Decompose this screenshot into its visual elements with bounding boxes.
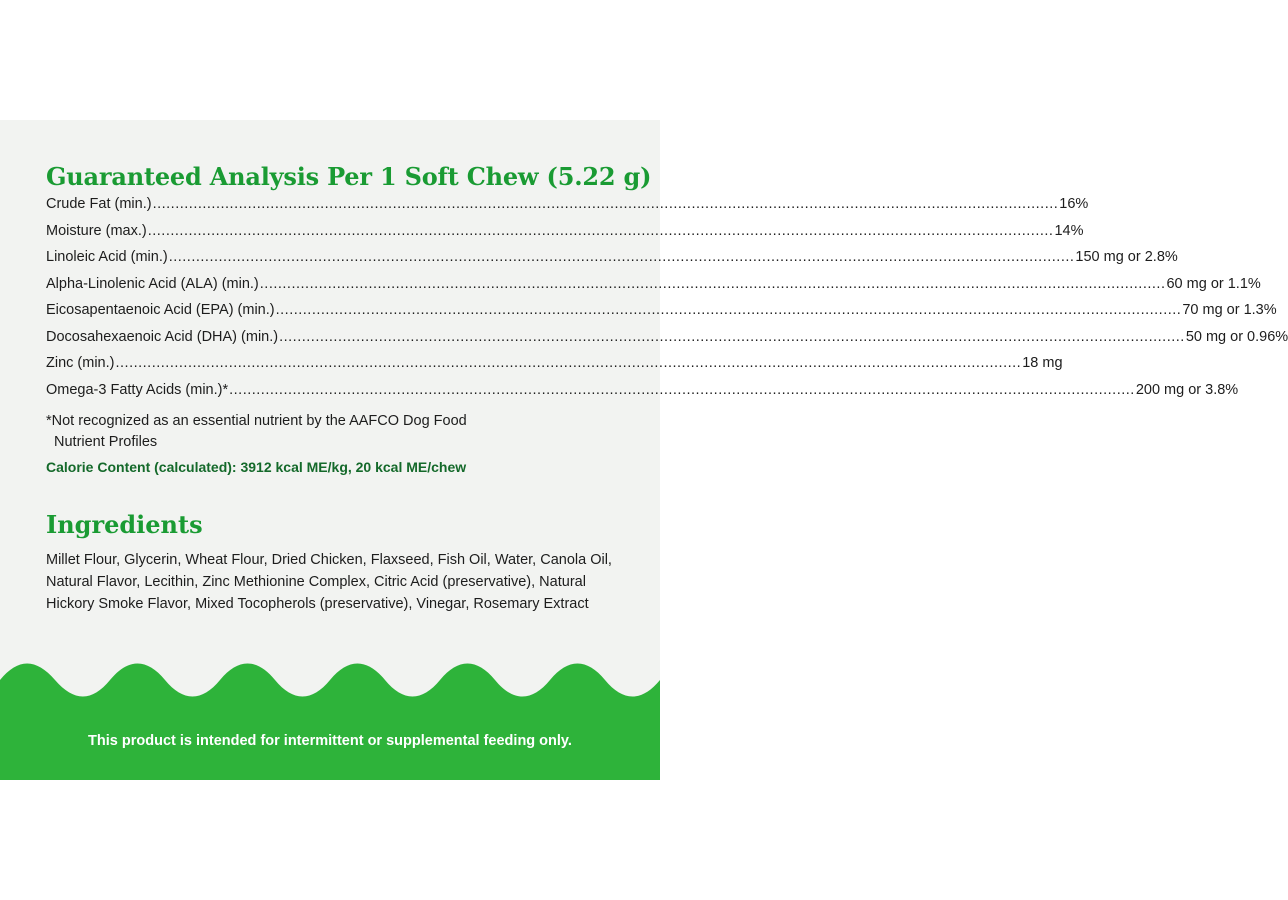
analysis-table	[46, 196, 1288, 408]
dot-leader: ........................................................................................................................................................................................................	[259, 275, 1166, 292]
ingredients-title: Ingredients	[46, 510, 203, 539]
nutrient-label: Linoleic Acid (min.)	[46, 249, 168, 265]
nutrient-label: Alpha-Linolenic Acid (ALA) (min.)	[46, 275, 259, 292]
footnote	[46, 411, 566, 453]
analysis-row	[46, 328, 1288, 356]
dot-leader: ........................................................................................................................................................................................................	[115, 355, 1022, 371]
analysis-row	[46, 302, 1277, 329]
nutrient-label: Moisture (max.)	[46, 222, 147, 239]
dot-leader: ........................................................................................................................................................................................................	[229, 381, 1135, 398]
nutrient-value: 150 mg or 2.8%	[1075, 249, 1178, 265]
nutrient-value: 50 mg or 0.96%	[1185, 328, 1288, 345]
nutrient-value: 70 mg or 1.3%	[1182, 302, 1277, 318]
nutrient-label: Omega-3 Fatty Acids (min.)*	[46, 381, 229, 398]
nutrient-label: Eicosapentaenoic Acid (EPA) (min.)	[46, 302, 275, 318]
analysis-row	[46, 249, 1178, 276]
nutrient-label: Crude Fat (min.)	[46, 196, 152, 212]
footnote-line: *Not recognized as an essential nutrient by the AAFCO Dog Food	[46, 413, 467, 429]
nutrient-value: 18 mg	[1022, 355, 1063, 371]
nutrient-label: Docosahexaenoic Acid (DHA) (min.)	[46, 328, 279, 345]
feeding-disclaimer: This product is intended for intermittent or supplemental feeding only.	[88, 733, 572, 749]
wave-shape	[0, 664, 660, 781]
nutrient-value: 200 mg or 3.8%	[1135, 381, 1239, 398]
dot-leader: ........................................................................................................................................................................................................	[279, 328, 1185, 345]
analysis-row	[46, 222, 1084, 250]
analysis-row	[46, 355, 1063, 382]
dot-leader: ........................................................................................................................................................................................................	[275, 302, 1182, 318]
nutrient-label: Zinc (min.)	[46, 355, 115, 371]
nutrient-value: 14%	[1054, 222, 1084, 239]
calorie-content: Calorie Content (calculated): 3912 kcal ME/kg, 20 kcal ME/chew	[46, 459, 467, 475]
dot-leader: ........................................................................................................................................................................................................	[168, 249, 1075, 265]
analysis-row	[46, 196, 1089, 223]
green-wave-band	[0, 660, 660, 780]
nutrient-value: 16%	[1059, 196, 1089, 212]
dot-leader: ........................................................................................................................................................................................................	[147, 222, 1054, 239]
analysis-row	[46, 381, 1239, 409]
nutrient-value: 60 mg or 1.1%	[1166, 275, 1261, 292]
dot-leader: ........................................................................................................................................................................................................	[152, 196, 1059, 212]
ingredients-list: Millet Flour, Glycerin, Wheat Flour, Dried Chicken, Flaxseed, Fish Oil, Water, Canola Oil, Natural Flavor, Lecithin, Zinc Methionine Complex, Citric Acid (preservative), Natural Hickory Smoke Flavor, Mixed Tocopherols (preservative), Vinegar, Rosemary Extract	[46, 552, 612, 612]
analysis-row	[46, 275, 1261, 303]
footnote-line: Nutrient Profiles	[54, 434, 158, 450]
analysis-title: Guaranteed Analysis Per 1 Soft Chew (5.22 g)	[46, 162, 652, 191]
